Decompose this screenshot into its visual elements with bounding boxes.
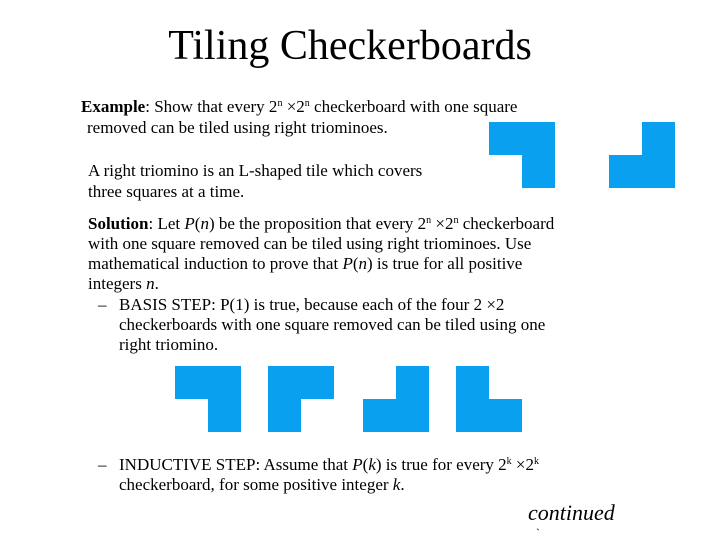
example-line-1: Example: Show that every $2^n \times 2^n$ checkerboard with one square bbox=[81, 97, 518, 116]
page-title: Tiling Checkerboards bbox=[168, 23, 532, 69]
inductive-line-1: INDUCTIVE STEP: Assume that P(k) is true for every $2^k \times 2^k$ bbox=[119, 455, 539, 474]
basis-line-3: right triomino. bbox=[119, 335, 219, 354]
triomino-illustration-2 bbox=[609, 122, 675, 188]
checkerboard-missing-bottom-left bbox=[175, 366, 241, 432]
triomino-def-line-2: three squares at a time. bbox=[88, 182, 245, 201]
solution-line-3: mathematical induction to prove that P(n) is true for all positive bbox=[88, 254, 523, 273]
solution-line-4: integers n. bbox=[88, 274, 159, 293]
basis-line-2: checkerboards with one square removed can be tiled using one bbox=[119, 315, 546, 334]
triomino-def-line-1: A right triomino is an L-shaped tile which covers bbox=[88, 161, 423, 180]
triomino-illustration-1 bbox=[489, 122, 555, 188]
example-line-2: removed can be tiled using right triominoes. bbox=[87, 118, 388, 137]
basis-line-1: BASIS STEP: P(1) is true, because each of the four 2 ×2 bbox=[119, 295, 505, 314]
solution-label: Solution bbox=[88, 214, 149, 233]
inductive-dash: – bbox=[98, 455, 107, 474]
continued-label: continued bbox=[528, 500, 615, 525]
checkerboard-missing-top-left bbox=[363, 366, 429, 432]
footer-mark: ` bbox=[536, 526, 540, 540]
checkerboard-missing-top-right bbox=[456, 366, 522, 432]
checkerboard-missing-bottom-right bbox=[268, 366, 334, 432]
example-label: Example bbox=[81, 97, 146, 116]
solution-line-2: with one square removed can be tiled using right triominoes. Use bbox=[88, 234, 532, 253]
basis-dash: – bbox=[98, 295, 107, 314]
solution-line-1: Solution: Let P(n) be the proposition that every $2^n \times 2^n$ checkerboard bbox=[88, 214, 555, 233]
inductive-line-2: checkerboard, for some positive integer k. bbox=[119, 475, 405, 494]
